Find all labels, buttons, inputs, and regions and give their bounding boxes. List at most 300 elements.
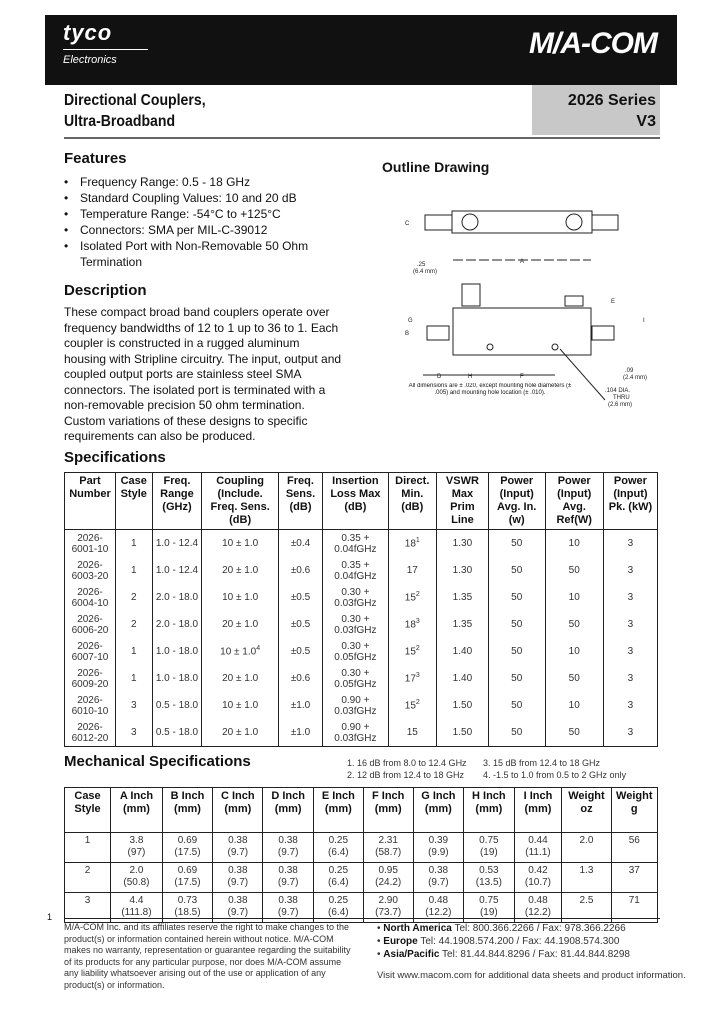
dimension-mm: (11.1) xyxy=(525,847,551,858)
website-note: Visit www.macom.com for additional data sheets and product information. xyxy=(377,970,686,981)
dimension-mm: (13.5) xyxy=(475,877,502,888)
cell-part xyxy=(65,665,116,692)
table-row xyxy=(65,584,658,611)
cell-pin xyxy=(488,692,545,719)
dim-09mm-label: (2.4 mm) xyxy=(623,375,647,381)
footnote: 2. 12 dB from 12.4 to 18 GHz xyxy=(347,770,465,780)
dimension-inch: 0.42 xyxy=(528,865,548,876)
column-header: G Inch (mm) xyxy=(413,788,464,833)
footnotes xyxy=(347,757,643,781)
table-row xyxy=(65,863,658,893)
dimension-mm: (19) xyxy=(479,907,498,918)
feature-item: • Temperature Range: -54°C to +125°C xyxy=(64,206,344,222)
dimension-mm: (12.2) xyxy=(425,907,452,918)
cell-value: 2 xyxy=(130,619,137,630)
cell-dimension xyxy=(464,863,514,893)
cell-il xyxy=(323,611,389,638)
cell-value: 1.30 xyxy=(452,538,473,549)
dimension-mm: (17.5) xyxy=(174,847,201,858)
contact-region: Asia/Pacific xyxy=(383,949,440,960)
cell-value: 1.0 - 12.4 xyxy=(155,565,199,576)
column-header: D Inch (mm) xyxy=(263,788,313,833)
cell-value: ±1.0 xyxy=(290,727,311,738)
cell-dir xyxy=(388,692,436,719)
column-header: Insertion Loss Max (dB) xyxy=(323,473,389,530)
cell-part xyxy=(65,584,116,611)
column-header: VSWR Max Prim Line xyxy=(436,473,488,530)
cell-range xyxy=(152,719,202,747)
cell-sens xyxy=(278,584,322,611)
cell-sens xyxy=(278,719,322,747)
cell-coupling xyxy=(202,611,279,638)
column-header: Case Style xyxy=(65,788,111,833)
macom-logo: M/A-COM xyxy=(529,27,657,60)
cell-pref xyxy=(545,638,603,665)
dim-b-label: B xyxy=(405,331,410,337)
features-list xyxy=(64,174,344,270)
outline-heading: Outline Drawing xyxy=(382,159,490,175)
disclaimer: M/A-COM Inc. and its affiliates reserve the right to make changes to the product(s) or information contained herein without notice. M/A-COM makes no warranty, representation or guarantee regarding the suitability of its products for any particular purpose, nor does M/A-COM assume any liability whatsoever arising out of the use or application of any product(s) or information. xyxy=(64,922,351,990)
column-header: Power (Input) Avg. Ref(W) xyxy=(545,473,603,530)
dimension-mm: (6.4) xyxy=(328,847,349,858)
footnote-ref: 4 xyxy=(256,645,261,653)
feature-item: • Standard Coupling Values: 10 and 20 dB xyxy=(64,190,344,206)
dimension-mm: (9.7) xyxy=(277,847,299,858)
cell-pref xyxy=(545,584,603,611)
specifications-heading: Specifications xyxy=(64,449,166,466)
cell-dimension xyxy=(313,833,363,863)
dim-h-label: H xyxy=(468,374,473,380)
cell-range xyxy=(152,557,202,584)
column-header: Direct. Min. (dB) xyxy=(388,473,436,530)
dimension-inch: 0.38 xyxy=(228,835,248,846)
column-header: E Inch (mm) xyxy=(313,788,363,833)
contact-list xyxy=(377,922,630,961)
cell-value: 1 xyxy=(130,646,137,657)
cell-value: 17 xyxy=(406,565,418,576)
dimension-inch: 0.44 xyxy=(528,835,548,846)
dimension-inch: 0.38 xyxy=(228,895,248,906)
dimension-inch: 2.31 xyxy=(378,835,398,846)
cell-sens xyxy=(278,665,322,692)
cell-pk xyxy=(603,638,657,665)
cell-part xyxy=(65,557,116,584)
column-header: Freq. Range (GHz) xyxy=(152,473,202,530)
cell-pin xyxy=(488,611,545,638)
column-header: Weight oz xyxy=(562,788,611,833)
cell-value: 1.35 xyxy=(452,592,473,603)
cell-range xyxy=(152,530,202,558)
contact-item: • Asia/Pacific Tel: 81.44.844.8296 / Fax: 81.44.844.8298 xyxy=(377,949,630,960)
cell-value: 3 xyxy=(627,592,634,603)
cell-case: 3 xyxy=(65,893,111,923)
cell-pin xyxy=(488,557,545,584)
dimension-mm: (19) xyxy=(479,847,498,858)
cell-dimension xyxy=(514,863,562,893)
cell-dimension xyxy=(162,833,212,863)
cell-pk xyxy=(603,584,657,611)
column-header: I Inch (mm) xyxy=(514,788,562,833)
page-number: 1 xyxy=(47,912,53,922)
cell-weight-g: 56 xyxy=(611,833,657,863)
cell-value: 0.5 - 18.0 xyxy=(155,700,199,711)
column-header: A Inch (mm) xyxy=(111,788,163,833)
cell-il xyxy=(323,557,389,584)
page-title xyxy=(64,90,206,132)
cell-value: 2.0 - 18.0 xyxy=(155,592,199,603)
contact-item: • Europe Tel: 44.1908.574.200 / Fax: 44.1908.574.300 xyxy=(377,936,620,947)
cell-value: 15 xyxy=(406,727,418,738)
contact-info: Tel: 800.366.2266 / Fax: 978.366.2266 xyxy=(454,923,626,934)
cell-pref xyxy=(545,611,603,638)
cell-value: 50 xyxy=(511,565,523,576)
cell-value: 3 xyxy=(627,673,634,684)
cell-value: 0.35 + 0.04fGHz xyxy=(334,532,377,555)
dim-c-label: C xyxy=(405,221,410,227)
mechanical-table xyxy=(64,787,658,923)
cell-value: 1.0 - 18.0 xyxy=(155,673,199,684)
footnote: 3. 15 dB from 12.4 to 18 GHz xyxy=(483,758,601,768)
cell-vswr xyxy=(436,719,488,747)
cell-pk xyxy=(603,557,657,584)
dimension-inch: 0.25 xyxy=(328,835,349,846)
column-header: Case Style xyxy=(115,473,152,530)
cell-vswr xyxy=(436,638,488,665)
cell-range xyxy=(152,692,202,719)
table-row xyxy=(65,557,658,584)
cell-value: 20 ± 1.0 xyxy=(222,727,259,738)
column-header: Power (Input) Avg. In. (w) xyxy=(488,473,545,530)
column-header: Coupling (Include. Freq. Sens.(dB) xyxy=(202,473,279,530)
cell-dir xyxy=(388,557,436,584)
cell-pref xyxy=(545,692,603,719)
cell-value: 1.50 xyxy=(452,700,473,711)
cell-value: ±0.4 xyxy=(290,538,311,549)
cell-value: 0.90 + 0.03fGHz xyxy=(334,721,377,744)
table-row xyxy=(65,638,658,665)
cell-range xyxy=(152,665,202,692)
dimension-inch: 4.4 xyxy=(129,895,144,906)
cell-case xyxy=(115,692,152,719)
column-header: C Inch (mm) xyxy=(213,788,263,833)
feature-item: • Isolated Port with Non-Removable 50 Ohm Termination xyxy=(64,238,344,270)
cell-value: 20 ± 1.0 xyxy=(222,565,259,576)
tyco-logo: tyco xyxy=(63,20,113,45)
cell-vswr xyxy=(436,611,488,638)
cell-value: 10 xyxy=(568,538,580,549)
cell-value: 3 xyxy=(627,727,634,738)
cell-value: 0.30 + 0.03fGHz xyxy=(334,586,377,609)
cell-part xyxy=(65,719,116,747)
footnote-ref: 2 xyxy=(415,591,420,599)
cell-part xyxy=(65,611,116,638)
dimension-inch: 0.38 xyxy=(278,895,298,906)
cell-value: 18 xyxy=(404,619,416,631)
feature-item: • Frequency Range: 0.5 - 18 GHz xyxy=(64,174,344,190)
cell-il xyxy=(323,530,389,558)
cell-value: ±0.5 xyxy=(290,592,311,603)
cell-coupling xyxy=(202,584,279,611)
cell-case: 2 xyxy=(65,863,111,893)
cell-value: ±1.0 xyxy=(290,700,311,711)
cell-value: 18 xyxy=(404,538,416,550)
cell-value: 2.0 - 18.0 xyxy=(155,619,199,630)
header-band xyxy=(45,15,677,85)
cell-value: 1 xyxy=(130,673,137,684)
cell-value: 2026-6012-20 xyxy=(71,721,109,744)
cell-vswr xyxy=(436,692,488,719)
cell-case xyxy=(115,530,152,558)
cell-pin xyxy=(488,584,545,611)
column-header: Weight g xyxy=(611,788,657,833)
cell-dir xyxy=(388,584,436,611)
cell-pin xyxy=(488,719,545,747)
cell-value: 3 xyxy=(130,700,137,711)
cell-dimension xyxy=(162,863,212,893)
cell-value: 2026-6003-20 xyxy=(71,559,109,582)
specifications-table xyxy=(64,472,658,747)
cell-value: 50 xyxy=(568,565,580,576)
cell-vswr xyxy=(436,665,488,692)
dimension-mm: (9.7) xyxy=(277,907,299,918)
cell-value: 3 xyxy=(627,646,634,657)
dim-09-label: .09 xyxy=(625,368,634,374)
cell-coupling xyxy=(202,557,279,584)
description-text: These compact broad band couplers operate over frequency bandwidths of 12 to 1 up to 36 to 1. Each coupler is constructed in a rugged aluminum housing with Stripline circuitry. The input, output and coupled output ports are stainless steel SMA connectors. The isolated port is terminated with a non-removable precision 50 ohm termination. Custom variations of these designs to specific requirements can also be produced. xyxy=(64,305,342,443)
cell-value: 20 ± 1.0 xyxy=(222,619,259,630)
cell-dimension xyxy=(363,863,413,893)
cell-value: 1.0 - 12.4 xyxy=(155,538,199,549)
cell-value: ±0.5 xyxy=(290,646,311,657)
cell-value: 1 xyxy=(130,565,137,576)
outline-drawing xyxy=(375,200,675,415)
mechanical-heading: Mechanical Specifications xyxy=(64,753,251,770)
column-header: Freq. Sens. (dB) xyxy=(278,473,322,530)
cell-vswr xyxy=(436,557,488,584)
dimension-mm: (9.7) xyxy=(428,877,449,888)
cell-value: 50 xyxy=(511,592,523,603)
cell-value: 2 xyxy=(130,592,137,603)
description-heading: Description xyxy=(64,282,147,299)
dimension-mm: (9.7) xyxy=(227,877,249,888)
dim-a-label: A xyxy=(520,259,525,265)
table-row xyxy=(65,833,658,863)
cell-il xyxy=(323,692,389,719)
cell-value: 1.40 xyxy=(452,673,473,684)
hole-thru-label: THRU xyxy=(613,395,630,401)
column-header: H Inch (mm) xyxy=(464,788,514,833)
table-row xyxy=(65,611,658,638)
cell-value: 0.35 + 0.04fGHz xyxy=(334,559,377,582)
cell-value: 0.30 + 0.05fGHz xyxy=(334,667,377,690)
title-line-1: Directional Couplers, xyxy=(64,92,206,109)
footnote-ref: 2 xyxy=(415,645,420,653)
tolerance-note: All dimensions are ± .020, except mounting hole diameters (± .005) and mounting hole location (± .010). xyxy=(408,383,572,396)
cell-sens xyxy=(278,692,322,719)
dimension-inch: 0.75 xyxy=(479,835,499,846)
cell-dimension xyxy=(514,833,562,863)
dimension-mm: (24.2) xyxy=(375,877,402,888)
contact-info: Tel: 81.44.844.8296 / Fax: 81.44.844.8298 xyxy=(442,949,630,960)
dim-f-label: F xyxy=(520,374,524,380)
cell-weight-oz: 2.5 xyxy=(562,893,611,923)
cell-value: 20 ± 1.0 xyxy=(222,673,259,684)
series-box xyxy=(532,85,660,135)
cell-part xyxy=(65,638,116,665)
cell-case: 1 xyxy=(65,833,111,863)
cell-dimension xyxy=(263,863,313,893)
dimension-inch: 0.38 xyxy=(428,865,449,876)
cell-coupling xyxy=(202,665,279,692)
dimension-mm: (9.7) xyxy=(277,877,299,888)
title-line-2: Ultra-Broadband xyxy=(64,113,176,130)
cell-sens xyxy=(278,638,322,665)
cell-value: 10 ± 1.0 xyxy=(222,592,259,603)
cell-vswr xyxy=(436,584,488,611)
cell-dimension xyxy=(111,863,163,893)
cell-value: 3 xyxy=(130,727,137,738)
cell-value: 10 ± 1.0 xyxy=(222,700,259,711)
dimension-mm: (73.7) xyxy=(375,907,402,918)
cell-value: ±0.6 xyxy=(290,673,311,684)
footnote: 1. 16 dB from 8.0 to 12.4 GHz xyxy=(347,758,467,768)
column-header: F Inch (mm) xyxy=(363,788,413,833)
cell-dimension xyxy=(111,833,163,863)
cell-il xyxy=(323,584,389,611)
cell-dimension xyxy=(363,833,413,863)
dimension-inch: 0.48 xyxy=(528,895,548,906)
cell-case xyxy=(115,611,152,638)
cell-pin xyxy=(488,530,545,558)
dimension-inch: 2.0 xyxy=(129,865,144,876)
column-header: B Inch (mm) xyxy=(162,788,212,833)
cell-weight-oz: 1.3 xyxy=(562,863,611,893)
cell-value: 1.35 xyxy=(452,619,473,630)
cell-weight-g: 37 xyxy=(611,863,657,893)
dim-25-label: .25 xyxy=(417,262,426,268)
cell-value: 10 xyxy=(568,646,580,657)
dimension-mm: (18.5) xyxy=(174,907,201,918)
dimension-inch: 3.8 xyxy=(129,835,144,846)
table-row xyxy=(65,719,658,747)
version-label: V3 xyxy=(636,113,656,130)
cell-value: 15 xyxy=(404,592,416,604)
cell-value: 50 xyxy=(511,673,523,684)
cell-dimension xyxy=(313,863,363,893)
footnote: 4. -1.5 to 1.0 from 0.5 to 2 GHz only xyxy=(483,770,627,780)
cell-range xyxy=(152,584,202,611)
cell-value: 1.0 - 18.0 xyxy=(155,646,199,657)
dimension-mm: (9.7) xyxy=(227,907,249,918)
contact-region: North America xyxy=(383,923,452,934)
dim-g-label: G xyxy=(408,318,413,324)
cell-range xyxy=(152,638,202,665)
dimension-mm: (111.8) xyxy=(121,907,152,918)
cell-value: 1.40 xyxy=(452,646,473,657)
cell-value: 2026-6010-10 xyxy=(71,694,109,717)
cell-case xyxy=(115,557,152,584)
dimension-mm: (9.9) xyxy=(428,847,449,858)
cell-weight-g: 71 xyxy=(611,893,657,923)
cell-value: 50 xyxy=(568,619,580,630)
footnote-ref: 3 xyxy=(415,618,420,626)
cell-dimension xyxy=(413,863,464,893)
dimension-inch: 2.90 xyxy=(378,895,398,906)
cell-value: 1.30 xyxy=(452,565,473,576)
cell-value: 50 xyxy=(511,619,523,630)
cell-value: 2026-6007-10 xyxy=(71,640,109,663)
cell-pref xyxy=(545,719,603,747)
cell-pk xyxy=(603,692,657,719)
cell-value: 0.5 - 18.0 xyxy=(155,727,199,738)
dimension-inch: 0.25 xyxy=(328,895,349,906)
column-header: Power (Input) Pk. (kW) xyxy=(603,473,657,530)
cell-value: 10 ± 1.0 xyxy=(222,538,259,549)
cell-value: 1 xyxy=(130,538,137,549)
cell-value: 0.30 + 0.05fGHz xyxy=(334,640,377,663)
cell-pref xyxy=(545,530,603,558)
cell-dimension xyxy=(413,833,464,863)
hole-mm-label: (2.6 mm) xyxy=(608,402,632,408)
dimension-mm: (12.2) xyxy=(524,907,552,918)
cell-value: 0.30 + 0.03fGHz xyxy=(334,613,377,636)
dimension-inch: 0.53 xyxy=(479,865,499,876)
cell-vswr xyxy=(436,530,488,558)
cell-value: 50 xyxy=(511,727,523,738)
dimension-inch: 0.38 xyxy=(278,865,298,876)
cell-weight-oz: 2.0 xyxy=(562,833,611,863)
dimension-inch: 0.39 xyxy=(428,835,449,846)
cell-sens xyxy=(278,530,322,558)
cell-pk xyxy=(603,719,657,747)
cell-value: 15 xyxy=(404,646,416,658)
cell-dir xyxy=(388,530,436,558)
contact-info: Tel: 44.1908.574.200 / Fax: 44.1908.574.300 xyxy=(420,936,620,947)
footer-rule xyxy=(64,918,660,919)
cell-value: 0.90 + 0.03fGHz xyxy=(334,694,377,717)
cell-coupling xyxy=(202,719,279,747)
footnote-ref: 3 xyxy=(415,672,420,680)
cell-part xyxy=(65,530,116,558)
dimension-inch: 0.25 xyxy=(328,865,349,876)
dimension-inch: 0.69 xyxy=(177,835,198,846)
cell-il xyxy=(323,719,389,747)
dimension-inch: 0.48 xyxy=(428,895,449,906)
cell-dir xyxy=(388,638,436,665)
footnote-ref: 1 xyxy=(415,537,420,545)
cell-dir xyxy=(388,611,436,638)
cell-sens xyxy=(278,557,322,584)
cell-case xyxy=(115,665,152,692)
cell-coupling xyxy=(202,638,279,665)
dimension-inch: 0.38 xyxy=(228,865,248,876)
cell-value: 10 ± 1.0 xyxy=(220,646,257,658)
cell-sens xyxy=(278,611,322,638)
dimension-inch: 0.73 xyxy=(177,895,198,906)
cell-range xyxy=(152,611,202,638)
table-row xyxy=(65,665,658,692)
cell-pin xyxy=(488,638,545,665)
cell-value: 1.50 xyxy=(452,727,473,738)
contact-item: • North America Tel: 800.366.2266 / Fax: 978.366.2266 xyxy=(377,923,626,934)
dimension-inch: 0.38 xyxy=(278,835,298,846)
column-header: Part Number xyxy=(65,473,116,530)
cell-pk xyxy=(603,665,657,692)
dimension-inch: 0.69 xyxy=(177,865,198,876)
cell-value: 50 xyxy=(568,673,580,684)
footnote-ref: 2 xyxy=(415,699,420,707)
cell-dir xyxy=(388,719,436,747)
